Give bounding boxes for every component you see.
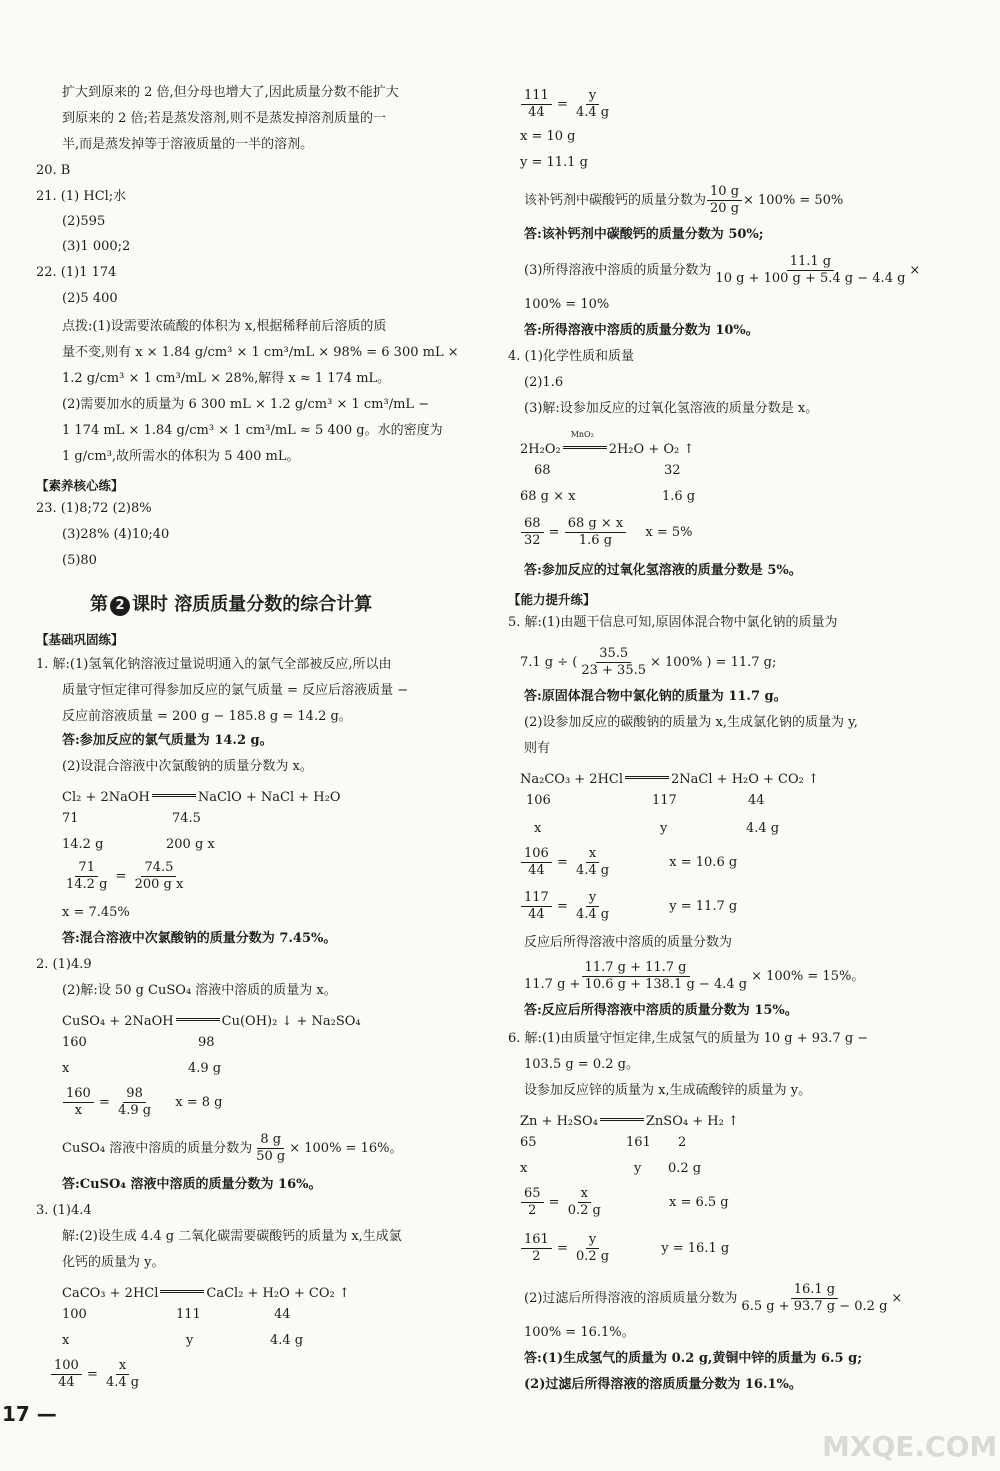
fraction: $\frac{111}{44}$: [521, 88, 552, 121]
lesson-title: 第 2 课时 溶质质量分数的综合计算: [90, 594, 373, 615]
proportion: $\frac{161}{2}$ = $\frac{y}{0.2 g}$ y = 16.1 g: [520, 1232, 729, 1265]
calc-line: 该补钙剂中碳酸钙的质量分数为 $\frac{10 g}{20 g}$ × 100% = 50%: [524, 184, 844, 216]
answer-line: 答:参加反应的氯气质量为 14.2 g。: [62, 733, 273, 748]
section-heading-basic: 【基础巩固练】: [36, 632, 124, 647]
quantity: y: [634, 1161, 642, 1176]
fraction: $\frac{160}{x}$: [63, 1086, 94, 1119]
calc-line: (3)所得溶液中溶质的质量分数为 $\frac{11.1 g}{10 g + 100 g + 5.4 g - 4.4 g}$ ×: [524, 254, 921, 286]
answer-2: 2. (1)4.9: [36, 957, 92, 972]
fraction: $\frac{11.1 g}{10 g + 100 g + 5.4 g - 4.4 g}$: [715, 254, 906, 286]
quantity: y: [660, 821, 668, 836]
molar-mass: 160: [62, 1035, 87, 1050]
equals-sign: [625, 766, 669, 779]
chem-equation: Cl₂ + 2NaOH NaClO + NaCl + H₂O: [62, 784, 341, 807]
hint-line: 1 g/cm³,故所需水的体积为 5 400 mL。: [62, 449, 300, 464]
text-line: 扩大到原来的 2 倍,但分母也增大了,因此质量分数不能扩大: [62, 85, 399, 100]
page-number: 17 —: [2, 1402, 57, 1426]
answer-line: 答:CuSO₄ 溶液中溶质的质量分数为 16%。: [62, 1177, 322, 1192]
equals-sign: [152, 784, 196, 797]
result: x = 10 g: [520, 129, 576, 144]
answer-21-2: (2)595: [62, 214, 106, 229]
fraction: $\frac{8 g}{50 g}$: [256, 1132, 286, 1164]
fraction: $\frac{x}{4.4 g}$: [106, 1358, 140, 1390]
fraction: $\frac{71}{14.2 g}$: [66, 860, 108, 892]
answer-23-3: (5)80: [62, 553, 97, 568]
quantity: x: [520, 1161, 528, 1176]
answer-23: 23. (1)8;72 (2)8%: [36, 501, 152, 516]
hint-line: 点拨:(1)设需要浓硫酸的体积为 x,根据稀释前后溶质的质: [62, 319, 387, 334]
fraction: $\frac{65}{2}$: [521, 1186, 544, 1219]
fraction: $\frac{68 g \times x}{1.6 g}$: [565, 516, 627, 549]
quantity: 200 g x: [166, 837, 215, 852]
text-line: 103.5 g = 0.2 g。: [524, 1057, 639, 1072]
answer-22-2: (2)5 400: [62, 291, 118, 306]
answer-line: 答:反应后所得溶液中溶质的质量分数为 15%。: [524, 1003, 798, 1018]
lesson-number-badge: 2: [110, 596, 130, 616]
fraction: $\frac{68}{32}$: [521, 516, 544, 549]
quantity: y: [186, 1333, 194, 1348]
quantity: 0.2 g: [668, 1161, 702, 1176]
text-line: 反应后所得溶液中溶质的质量分数为: [524, 935, 733, 950]
fraction: $\frac{106}{44}$: [521, 846, 552, 879]
equals-sign: [600, 1108, 644, 1121]
answer-line: 答:原固体混合物中氯化钠的质量为 11.7 g。: [524, 689, 787, 704]
molar-mass: 71: [62, 811, 79, 826]
fraction: $\frac{y}{4.4 g}$: [576, 890, 610, 922]
proportion: $\frac{160}{x}$ = $\frac{98}{4.9 g}$ x = 8 g: [62, 1086, 223, 1119]
molar-mass: 44: [748, 793, 765, 808]
fraction: $\frac{y}{4.4 g}$: [576, 88, 610, 120]
text-line: (2)设混合溶液中次氯酸钠的质量分数为 x。: [62, 759, 313, 774]
text-line: 半,而是蒸发掉等于溶液质量的一半的溶剂。: [62, 137, 314, 152]
molar-mass: 161: [626, 1135, 651, 1150]
result: x = 7.45%: [62, 905, 130, 920]
molar-mass: 100: [62, 1307, 87, 1322]
quantity: x: [534, 821, 542, 836]
text-line: 反应前溶液质量 = 200 g − 185.8 g = 14.2 g。: [62, 709, 352, 724]
answer-1: 1. 解:(1)氢氧化钠溶液过量说明通入的氯气全部被反应,所以由: [36, 657, 392, 672]
text-line: (2)设参加反应的碳酸钠的质量为 x,生成氯化钠的质量为 y,: [524, 715, 858, 730]
calc-line: 7.1 g ÷ ( $\frac{35.5}{23 + 35.5}$ × 100% ) = 11.7 g;: [520, 646, 777, 678]
fraction: $\frac{16.1 g}{6.5 g + 93.7 g - 0.2 g}$: [741, 1282, 888, 1314]
section-heading-core: 【素养核心练】: [36, 478, 124, 493]
calc-line: CuSO₄ 溶液中溶质的质量分数为 $\frac{8 g}{50 g}$ × 100% = 16%。: [62, 1132, 403, 1164]
fraction: $\frac{10 g}{20 g}$: [707, 184, 742, 217]
chem-equation: CuSO₄ + 2NaOH Cu(OH)₂ ↓ + Na₂SO₄: [62, 1008, 361, 1031]
equals-sign: MnO₂: [563, 436, 607, 449]
answer-line: 答:该补钙剂中碳酸钙的质量分数为 50%;: [524, 227, 764, 242]
chem-equation: 2H₂O₂ MnO₂ 2H₂O + O₂ ↑: [520, 430, 695, 457]
answer-line: (2)过滤后所得溶液的溶质质量分数为 16.1%。: [524, 1377, 802, 1392]
fraction: $\frac{x}{0.2 g}$: [567, 1186, 601, 1218]
answer-21: 21. (1) HCl;水: [36, 189, 127, 204]
text-line: (3)解:设参加反应的过氧化氢溶液的质量分数是 x。: [524, 401, 819, 416]
text-line: (2)解:设 50 g CuSO₄ 溶液中溶质的质量为 x。: [62, 983, 337, 998]
molar-mass: 44: [274, 1307, 291, 1322]
proportion: $\frac{117}{44}$ = $\frac{y}{4.4 g}$ y = 11.7 g: [520, 890, 737, 923]
text-line: 质量守恒定律可得参加反应的氯气质量 = 反应后溶液质量 −: [62, 683, 409, 698]
quantity: 68 g × x: [520, 489, 576, 504]
quantity: 1.6 g: [662, 489, 696, 504]
quantity: 14.2 g: [62, 837, 104, 852]
molar-mass: 65: [520, 1135, 537, 1150]
fraction: $\frac{y}{0.2 g}$: [576, 1232, 610, 1264]
fraction: $\frac{74.5}{\text{200 g x}}$: [134, 860, 184, 892]
hint-line: 1.2 g/cm³ × 1 cm³/mL × 28%,解得 x ≈ 1 174 mL。: [62, 371, 391, 386]
equals-sign: [160, 1280, 204, 1293]
answer-3: 3. (1)4.4: [36, 1203, 92, 1218]
quantity: 4.9 g: [188, 1061, 222, 1076]
molar-mass: 98: [198, 1035, 215, 1050]
quantity: 4.4 g: [270, 1333, 304, 1348]
fraction: $\frac{x}{4.4 g}$: [576, 846, 610, 878]
answer-23-2: (3)28% (4)10;40: [62, 527, 170, 542]
equals-sign: [176, 1008, 220, 1021]
fraction: $\frac{100}{44}$: [51, 1358, 82, 1391]
answer-21-3: (3)1 000;2: [62, 239, 131, 254]
answer-line: 答:所得溶液中溶质的质量分数为 10%。: [524, 323, 759, 338]
molar-mass: 111: [176, 1307, 201, 1322]
molar-mass: 2: [678, 1135, 687, 1150]
fraction: $\frac{117}{44}$: [521, 890, 552, 923]
molar-mass: 32: [664, 463, 681, 478]
section-heading-up: 【能力提升练】: [508, 592, 596, 607]
quantity: x: [62, 1061, 70, 1076]
answer-6: 6. 解:(1)由质量守恒定律,生成氢气的质量为 10 g + 93.7 g −: [508, 1031, 869, 1046]
chem-equation: CaCO₃ + 2HCl CaCl₂ + H₂O + CO₂ ↑: [62, 1280, 350, 1303]
quantity: x: [62, 1333, 70, 1348]
answer-line: 答:(1)生成氢气的质量为 0.2 g,黄铜中锌的质量为 6.5 g;: [524, 1351, 862, 1366]
proportion: $\frac{68}{32}$ = $\frac{68 g \times x}{1.6 g}$ x = 5%: [520, 516, 692, 549]
hint-line: 1 174 mL × 1.84 g/cm³ × 1 cm³/mL ≈ 5 400 g。水的密度为: [62, 423, 443, 438]
text-line: 化钙的质量为 y。: [62, 1255, 165, 1270]
answer-22: 22. (1)1 174: [36, 265, 117, 280]
hint-line: (2)需要加水的质量为 6 300 mL × 1.2 g/cm³ × 1 cm³/mL −: [62, 397, 430, 412]
result: y = 11.1 g: [520, 155, 588, 170]
proportion: $\frac{106}{44}$ = $\frac{x}{4.4 g}$ x = 10.6 g: [520, 846, 737, 879]
quantity: 4.4 g: [746, 821, 780, 836]
proportion: $\frac{65}{2}$ = $\frac{x}{0.2 g}$ x = 6.5 g: [520, 1186, 729, 1219]
proportion: $\frac{100}{44}$ = $\frac{x}{4.4 g}$: [50, 1358, 143, 1391]
answer-4: 4. (1)化学性质和质量: [508, 349, 634, 364]
hint-line: 量不变,则有 x × 1.84 g/cm³ × 1 cm³/mL × 98% = 6 300 mL ×: [62, 345, 459, 360]
answer-5: 5. 解:(1)由题干信息可知,原固体混合物中氯化钠的质量为: [508, 615, 838, 630]
text-line: 则有: [524, 741, 551, 756]
proportion: $\frac{71}{14.2 g}$ = $\frac{74.5}{\text{200 g x}}$: [62, 860, 187, 893]
molar-mass: 74.5: [172, 811, 201, 826]
fraction: $\frac{98}{4.9 g}$: [118, 1086, 152, 1118]
answer-line: 答:混合溶液中次氯酸钠的质量分数为 7.45%。: [62, 931, 337, 946]
chem-equation: Na₂CO₃ + 2HCl 2NaCl + H₂O + CO₂ ↑: [520, 766, 819, 789]
calc-line: (2)过滤后所得溶液的溶质质量分数为 $\frac{16.1 g}{6.5 g + 93.7 g - 0.2 g}$ ×: [524, 1282, 903, 1314]
answer-line: 答:参加反应的过氧化氢溶液的质量分数是 5%。: [524, 563, 802, 578]
chem-equation: Zn + H₂SO₄ ZnSO₄ + H₂ ↑: [520, 1108, 739, 1131]
molar-mass: 106: [526, 793, 551, 808]
molar-mass: 117: [652, 793, 677, 808]
calc-line: $\frac{11.7 g + 11.7 g}{11.7 g + 10.6 g + 138.1 g - 4.4 g}$ × 100% = 15%。: [520, 960, 864, 993]
proportion: $\frac{111}{44}$ = $\frac{y}{4.4 g}$: [520, 88, 613, 121]
text-line: 到原来的 2 倍;若是蒸发溶剂,则不是蒸发掉溶剂质量的一: [62, 111, 387, 126]
answer-4-2: (2)1.6: [524, 375, 564, 390]
calc-line: 100% = 16.1%。: [524, 1325, 635, 1340]
text-line: 解:(2)设生成 4.4 g 二氧化碳需要碳酸钙的质量为 x,生成氯: [62, 1229, 402, 1244]
fraction: $\frac{161}{2}$: [521, 1232, 552, 1265]
fraction: $\frac{11.7 g + 11.7 g}{11.7 g + 10.6 g + 138.1 g - 4.4 g}$: [524, 960, 748, 992]
calc-line: 100% = 10%: [524, 297, 610, 312]
text-line: 设参加反应锌的质量为 x,生成硫酸锌的质量为 y。: [524, 1083, 812, 1098]
answer-20: 20. B: [36, 163, 71, 178]
watermark: MXQE.COM: [822, 1430, 998, 1463]
molar-mass: 68: [534, 463, 551, 478]
fraction: $\frac{35.5}{23 + 35.5}$: [581, 646, 647, 678]
